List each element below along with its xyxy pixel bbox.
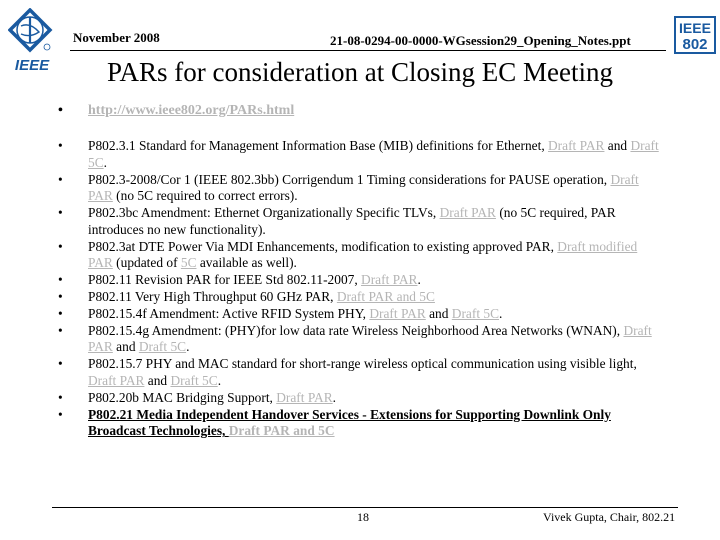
item-text: P802.3-2008/Cor 1 (IEEE 802.3bb) Corrigendum 1 Timing considerations for PAUSE operation, <box>88 171 611 187</box>
bullet-dot: • <box>58 306 63 322</box>
item-text: P802.3bc Amendment: Ethernet Organizationally Specific TLVs, <box>88 205 440 221</box>
item-text: . <box>103 154 107 170</box>
bullet-dot: • <box>58 205 63 221</box>
draft-link[interactable]: 5C <box>180 255 197 271</box>
bullet-dot: • <box>58 289 63 305</box>
item-text: and <box>425 306 452 322</box>
draft-link[interactable]: Draft 5C <box>451 306 500 322</box>
draft-link[interactable]: Draft 5C <box>170 372 218 388</box>
bullet-dot: • <box>58 323 63 339</box>
list-item-text <box>88 239 664 272</box>
list-item-text <box>88 407 664 440</box>
list-item-text <box>88 172 664 205</box>
item-text: P802.15.7 PHY and MAC standard for short-range wireless optical communication using visible light, <box>88 356 637 372</box>
footer-author: Vivek Gupta, Chair, 802.21 <box>543 510 676 524</box>
draft-link[interactable]: Draft PAR <box>369 306 426 322</box>
ieee-802-logo <box>674 16 716 54</box>
draft-link[interactable]: Draft PAR <box>439 205 496 221</box>
bullet-dot: • <box>58 138 63 154</box>
list-item-text <box>88 205 664 238</box>
item-text: P802.3.1 Standard for Management Information Base (MIB) definitions for Ethernet, <box>88 138 549 154</box>
bullet-list <box>58 103 664 440</box>
list-item <box>58 323 664 356</box>
item-text: . <box>417 272 421 288</box>
svg-text:IEEE: IEEE <box>679 20 711 36</box>
bullet-dot: • <box>58 272 63 288</box>
list-item-text <box>88 390 664 406</box>
item-text: . <box>499 306 503 322</box>
header-divider <box>70 50 666 51</box>
list-item-text <box>88 323 664 356</box>
list-item-text <box>88 289 664 305</box>
header-date: November 2008 <box>73 30 160 45</box>
item-text: available as well). <box>196 255 297 271</box>
bullet-dot: • <box>58 406 63 422</box>
list-item <box>58 239 664 272</box>
item-text: . <box>332 389 337 405</box>
draft-link[interactable]: Draft PAR <box>361 272 418 288</box>
footer-divider <box>52 507 678 508</box>
bullet-dot: • <box>58 238 63 254</box>
list-item <box>58 356 664 389</box>
svg-text:802: 802 <box>682 36 708 53</box>
draft-link[interactable]: Draft PAR <box>88 171 639 204</box>
bullet-dot: • <box>58 171 63 187</box>
item-text: P802.11 Very High Throughput 60 GHz PAR, <box>88 289 337 305</box>
list-item <box>58 272 664 288</box>
list-item <box>58 289 664 305</box>
draft-link[interactable]: Draft PAR <box>276 389 333 405</box>
item-text: and <box>112 339 139 355</box>
list-item-text <box>88 272 664 288</box>
list-item <box>58 205 664 238</box>
item-text: P802.15.4f Amendment: Active RFID System PHY, <box>88 306 370 322</box>
draft-link[interactable]: Draft PAR <box>548 138 605 154</box>
draft-par-link[interactable]: Draft PAR and 5C <box>228 423 335 439</box>
item-text: and <box>604 138 631 154</box>
list-item <box>58 306 664 322</box>
list-item-text <box>88 138 664 171</box>
slide-title: PARs for consideration at Closing EC Meeting <box>107 57 613 87</box>
header-document-id: 21-08-0294-00-0000-WGsession29_Opening_Notes.ppt <box>330 33 631 48</box>
bullet-dot: • <box>58 389 63 405</box>
item-text: P802.21 Media Independent Handover Services - Extensions for Supporting Downlink Only Broadcast Technologies, <box>88 406 611 439</box>
pars-url-link[interactable]: http://www.ieee802.org/PARs.html <box>88 103 295 118</box>
draft-link[interactable]: Draft PAR and 5C <box>336 289 435 305</box>
par-items <box>58 138 664 406</box>
draft-link[interactable]: Draft PAR <box>88 323 652 355</box>
item-text: . <box>186 339 190 355</box>
url-bullet <box>58 103 664 119</box>
list-item <box>58 172 664 205</box>
item-text: P802.11 Revision PAR for IEEE Std 802.11-2007, <box>88 272 362 288</box>
item-text: P802.20b MAC Bridging Support, <box>88 389 277 405</box>
item-text: and <box>144 372 171 388</box>
draft-link[interactable]: Draft 5C <box>138 339 187 355</box>
list-item <box>58 390 664 406</box>
item-text: P802.15.4g Amendment: (PHY)for low data rate Wireless Neighborhood Area Networks (WNAN), <box>88 323 624 339</box>
draft-link[interactable]: Draft PAR <box>88 372 145 388</box>
list-item-last <box>58 407 664 440</box>
draft-link[interactable]: Draft modified PAR <box>88 238 638 271</box>
list-item-text <box>88 306 664 322</box>
svg-text:IEEE: IEEE <box>14 57 50 74</box>
item-text: (no 5C required, PAR introduces no new functionality). <box>88 205 616 237</box>
list-item-text <box>88 356 664 389</box>
bullet-dot: • <box>58 356 63 372</box>
list-item <box>58 138 664 171</box>
item-text: (updated of <box>112 255 181 271</box>
item-text: P802.3at DTE Power Via MDI Enhancements, modification to existing approved PAR, <box>88 238 558 254</box>
item-text: (no 5C required to correct errors). <box>112 188 298 204</box>
bullet-dot: • <box>58 103 63 118</box>
draft-link[interactable]: Draft 5C <box>88 138 659 170</box>
item-text: . <box>217 372 222 388</box>
page-number: 18 <box>357 510 369 524</box>
